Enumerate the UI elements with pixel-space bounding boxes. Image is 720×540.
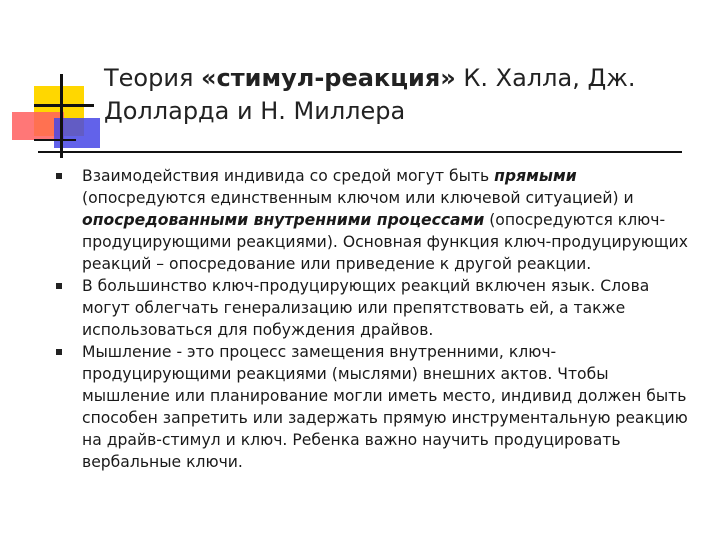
bullet-1-text-1: Взаимодействия индивида со средой могут быть	[82, 167, 495, 185]
title-text-bold: «стимул-реакция»	[201, 64, 456, 92]
title-text-end: К. Халла, Дж. Долларда и Н. Миллера	[104, 64, 636, 125]
bullet-2-text: В большинство ключ-продуцирующих реакций включен язык. Слова могут облегчать генерализацию или препятствовать ей, а также использоваться для побуждения драйвов.	[82, 277, 650, 339]
bullet-list	[56, 165, 692, 473]
bullet-item-2	[56, 275, 692, 341]
title-text-start: Теория	[104, 64, 202, 92]
slide-title	[104, 62, 694, 128]
square-bullet-icon	[56, 283, 62, 289]
bullet-1-emphasis-2: опосредованными внутренними процессами	[82, 211, 485, 229]
bullet-3-text: Мышление - это процесс замещения внутренними, ключ-продуцирующими реакциями (мыслями) внешних актов. Чтобы мышление или планирование могли иметь место, индивид должен быть способен запретить или задержать прямую инструментальную реакцию на драйв-стимул и ключ. Ребенка важно научить продуцировать вербальные ключи.	[82, 343, 688, 471]
decorative-horizontal-line	[34, 104, 94, 107]
title-underline	[38, 151, 682, 153]
decorative-short-line	[34, 139, 76, 141]
bullet-1-text-2: (опосредуются единственным ключом или ключевой ситуацией) и	[82, 189, 634, 207]
square-bullet-icon	[56, 349, 62, 355]
bullet-1-emphasis-1: прямыми	[494, 167, 577, 185]
square-bullet-icon	[56, 173, 62, 179]
bullet-item-1	[56, 165, 692, 275]
decorative-vertical-line	[60, 74, 63, 158]
bullet-item-3	[56, 341, 692, 473]
bullet-1-text-3: (опосредуются ключ-продуцирующими реакциями). Основная функция ключ-продуцирующих реакций – опосредование или приведение к другой реакции.	[82, 211, 688, 273]
